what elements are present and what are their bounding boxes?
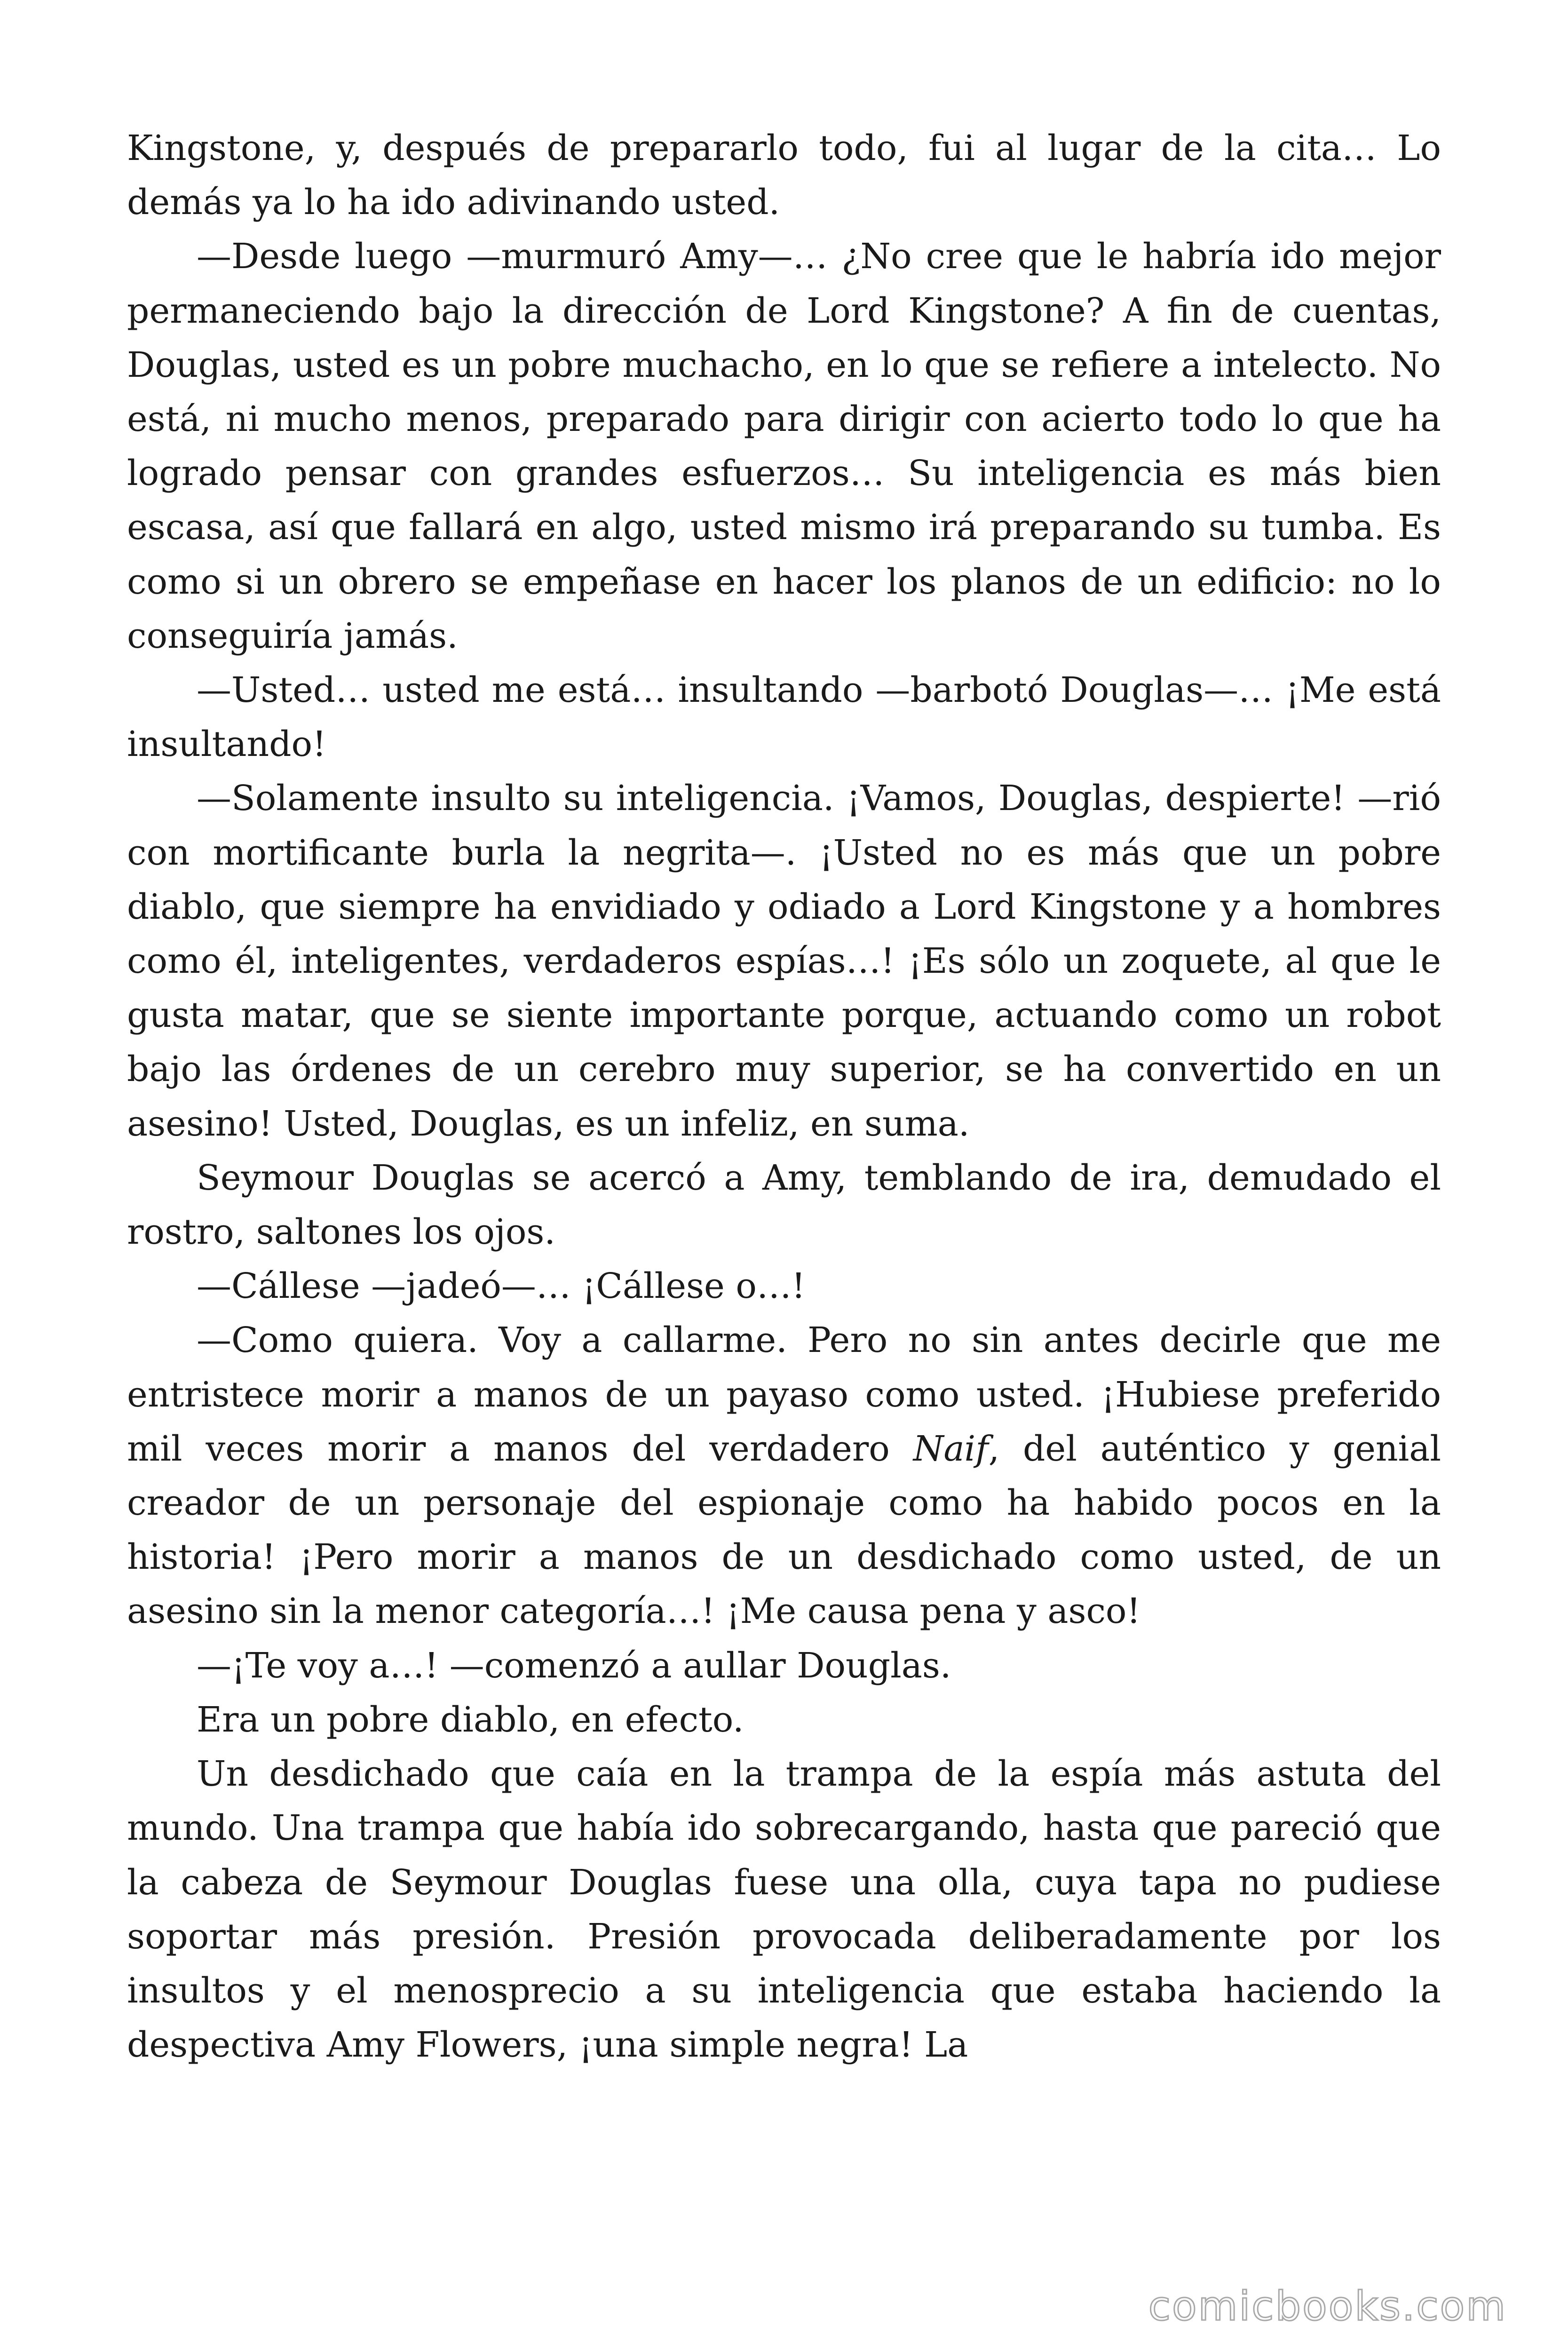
paragraph-6: —Cállese —jadeó—… ¡Cállese o…! [197, 1266, 806, 1307]
paragraph-2: —Desde luego —murmuró Amy—… ¿No cree que le habría ido mejor permaneciendo bajo la dirección de Lord Kingstone? A fin de cuentas, Douglas, usted es un pobre muchacho, en lo que se refiere a intelecto. No está, ni mucho menos, preparado para dirigir con acierto todo lo que ha logrado pensar con grandes esfuerzos… Su inteligencia es más bien escasa, así que fallará en algo, usted mismo irá preparando su tumba. Es como si un obrero se empeñase en hacer los planos de un edificio: no lo conseguiría jamás. [127, 236, 1441, 656]
paragraph-10: Un desdichado que caía en la trampa de la espía más astuta del mundo. Una trampa que había ido sobrecargando, hasta que pareció que la cabeza de Seymour Douglas fuese una olla, cuya tapa no pudiese soportar más presión. Presión provocada deliberadamente por los insultos y el menosprecio a su inteligencia que estaba haciendo la despectiva Amy Flowers, ¡una simple negra! La [127, 1754, 1441, 2066]
paragraph-4: —Solamente insulto su inteligencia. ¡Vamos, Douglas, despierte! —rió con mortificante burla la negrita—. ¡Usted no es más que un pobre diablo, que siempre ha envidiado y odiado a Lord Kingstone y a hombres como él, inteligentes, verdaderos espías…! ¡Es sólo un zoquete, al que le gusta matar, que se siente importante porque, actuando como un robot bajo las órdenes de un cerebro muy superior, se ha convertido en un asesino! Usted, Douglas, es un infeliz, en suma. [127, 778, 1441, 1144]
paragraph-9: Era un pobre diablo, en efecto. [197, 1699, 744, 1740]
paragraph-7 [127, 1313, 1441, 1638]
page-text [127, 121, 1441, 2072]
paragraph-1: Kingstone, y, después de prepararlo todo, fui al lugar de la cita… Lo demás ya lo ha ido adivinando usted. [127, 128, 1441, 223]
paragraph-3: —Usted… usted me está… insultando —barbotó Douglas—… ¡Me está insultando! [127, 670, 1441, 765]
paragraph-7-italic-name: Naif [913, 1428, 989, 1469]
paragraph-7-text-after: , del auténtico y genial creador de un personaje del espionaje como ha habido pocos en la historia! ¡Pero morir a manos de un desdichado como usted, de un asesino sin la menor categoría…! ¡Me causa pena y asco! [127, 1428, 1441, 1632]
paragraph-7-text-before: —Como quiera. Voy a callarme. Pero no sin antes decirle que me entristece morir a manos de un payaso como usted. ¡Hubiese preferido mil veces morir a manos del verdadero [127, 1320, 1441, 1469]
paragraph-8: —¡Te voy a…! —comenzó a aullar Douglas. [197, 1645, 951, 1686]
paragraph-5: Seymour Douglas se acercó a Amy, temblando de ira, demudado el rostro, saltones los ojos. [127, 1157, 1441, 1253]
watermark: comicbooks.com [1148, 2283, 1507, 2330]
